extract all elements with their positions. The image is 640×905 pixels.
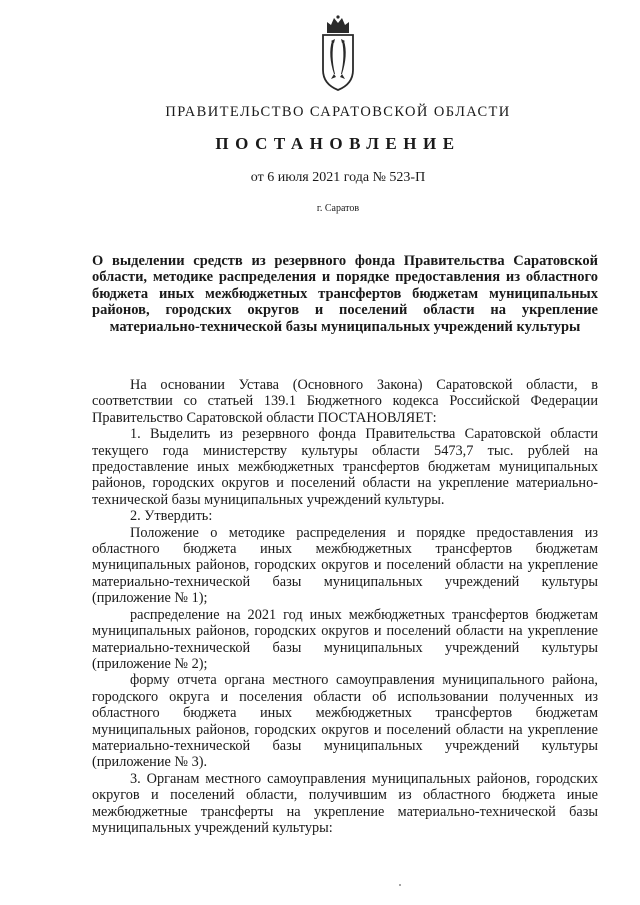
document-city: г. Саратов — [316, 203, 360, 214]
paragraph-item-2-distribution: распределение на 2021 год иных межбюджетных трансфертов бюджетам муниципальных районов, городских округов и поселений области на укрепление материально-технической базы муниципальных учреждений культуры (приложение № 2); — [92, 606, 598, 672]
paragraph-item-2: 2. Утвердить: — [130, 508, 213, 525]
saratov-coat-of-arms-icon — [318, 14, 358, 92]
paragraph-item-1: 1. Выделить из резервного фонда Правительства Саратовской области текущего года министерству культуры области 5473,7 тыс. рублей на предоставление иных межбюджетных трансфертов бюджетам муниципальных районов, городских округов и поселений области на укрепление материально-технической базы муниципальных учреждений культуры. — [92, 426, 598, 508]
government-name: ПРАВИТЕЛЬСТВО САРАТОВСКОЙ ОБЛАСТИ — [165, 104, 511, 120]
document-date-number: от 6 июля 2021 года № 523-П — [250, 170, 426, 185]
scan-speck — [399, 884, 401, 886]
paragraph-preamble: На основании Устава (Основного Закона) Саратовской области, в соответствии со статьей 139.1 Бюджетного кодекса Российской Федерации Правительство Саратовской области ПОСТАНОВЛЯЕТ: — [92, 377, 598, 426]
document-title: О выделении средств из резервного фонда Правительства Саратовской области, методике распределения и порядке предоставления из областного бюджета иных межбюджетных трансфертов бюджетам муниципальных районов, городских округов и поселений области на укрепление материально-технической базы муниципальных учреждений культуры — [92, 253, 598, 335]
document-type: ПОСТАНОВЛЕНИЕ — [215, 134, 461, 153]
document-body — [92, 377, 598, 836]
paragraph-item-3: 3. Органам местного самоуправления муниципальных районов, городских округов и поселений области, получившим из областного бюджета иные межбюджетные трансферты на укрепление материально-технической базы муниципальных учреждений культуры: — [92, 770, 598, 836]
paragraph-item-2-methodology: Положение о методике распределения и порядке предоставления из областного бюджета иных межбюджетных трансфертов бюджетам муниципальных районов, городских округов и поселений области на укрепление материально-технической базы муниципальных учреждений культуры (приложение № 1); — [92, 524, 598, 607]
paragraph-item-2-report-form: форму отчета органа местного самоуправления муниципального района, городского округа и поселения области об использовании полученных из областного бюджета иных межбюджетных трансфертов бюджетам муниципальных районов, городских округов и поселений области на укрепление материально-технической базы муниципальных учреждений культуры (приложение № 3). — [92, 672, 598, 771]
